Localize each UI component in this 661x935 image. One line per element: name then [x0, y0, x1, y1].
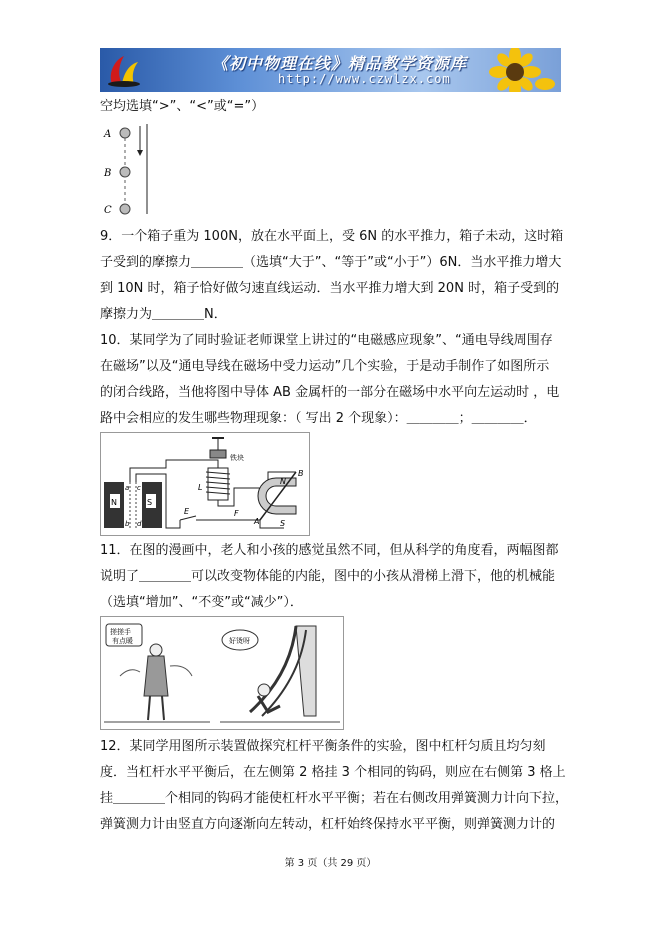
label-l: L [198, 483, 203, 492]
question-12-line-1: 12．某同学用图所示装置做探究杠杆平衡条件的实验，图中杠杆匀质且均匀刻 [100, 739, 546, 754]
label-a-right: A [254, 517, 260, 526]
banner-title: 《初中物理在线》精品教学资源库 [212, 54, 468, 73]
header-banner [100, 48, 561, 92]
label-b-small: b [125, 520, 130, 528]
question-10-line-1: 10．某同学为了同时验证老师课堂上讲过的“电磁感应现象”、“通电导线周围存 [100, 333, 553, 348]
comic-figure [100, 616, 344, 730]
question-11-line-3: （选填“增加”、“不变”或“减少”）． [100, 595, 303, 610]
question-12-line-4: 弹簧测力计由竖直方向逐渐向左转动，杠杆始终保持水平平衡，则弹簧测力计的 [100, 817, 556, 832]
label-n-magnet: N [111, 498, 117, 507]
question-10-line-4: 路中会相应的发生哪些物理现象：（ 写出 2 个现象）：＿＿＿＿；＿＿＿＿． [100, 411, 537, 426]
falling-ball-figure [100, 120, 160, 220]
label-e: E [184, 507, 190, 516]
label-f: F [234, 509, 239, 518]
label-s-right: S [280, 519, 286, 528]
question-10-line-2: 在磁场”以及“通电导线在磁场中受力运动”几个实验，于是动手制作了如图所示 [100, 359, 550, 374]
label-s-magnet: S [147, 498, 153, 507]
label-n-right: N [280, 477, 286, 486]
question-10-line-3: 的闭合线路，当他将图中导体 AB 金属杆的一部分在磁场中水平向左运动时 ，电 [100, 385, 560, 400]
question-11-line-1: 11．在图的漫画中，老人和小孩的感觉虽然不同，但从科学的角度看，两幅图都 [100, 543, 559, 558]
banner-url: http://www.czwlzx.com [278, 72, 451, 86]
question-12-line-2: 度．当杠杆水平平衡后，在左侧第 2 格挂 3 个相同的钩码，则应在右侧第 3 格上 [100, 765, 566, 780]
question-9-line-1: 9．一个箱子重为 100N，放在水平面上，受 6N 的水平推力，箱子未动，这时箱 [100, 229, 564, 244]
label-b: B [104, 168, 112, 179]
question-9-line-2: 子受到的摩擦力＿＿＿＿（选填“大于”、“等于”或“小于”）6N．当水平推力增大 [100, 255, 562, 270]
label-a-small: a [125, 484, 130, 492]
bubble-left-line-1: 搓搓手 [110, 628, 131, 636]
circuit-figure [100, 432, 310, 536]
page-footer: 第 3 页（共 29 页） [284, 858, 377, 869]
label-b-right: B [298, 469, 304, 478]
question-11-line-2: 说明了＿＿＿＿可以改变物体能的内能，图中的小孩从滑梯上滑下，他的机械能 [100, 569, 556, 584]
sunflower-icon [475, 48, 555, 92]
label-iron-block: 铁块 [230, 454, 244, 462]
question-12-line-3: 挂＿＿＿＿个相同的钩码才能使杠杆水平平衡；若在右侧改用弹簧测力计向下拉， [100, 791, 569, 806]
label-a: A [104, 129, 112, 140]
bubble-right: 好烫呀 [229, 637, 250, 645]
question-9-line-4: 摩擦力为＿＿＿＿N． [100, 307, 227, 322]
text-line: 空均选填“>”、“<”或“=”） [100, 99, 265, 114]
label-c-small: c [137, 484, 141, 492]
question-9-line-3: 到 10N 时，箱子恰好做匀速直线运动．当水平推力增大到 20N 时，箱子受到的 [100, 281, 560, 296]
bubble-left-line-2: 有点暖 [112, 637, 133, 645]
logo-icon [104, 52, 144, 88]
label-d-small: d [137, 520, 142, 528]
label-c: C [104, 205, 112, 216]
